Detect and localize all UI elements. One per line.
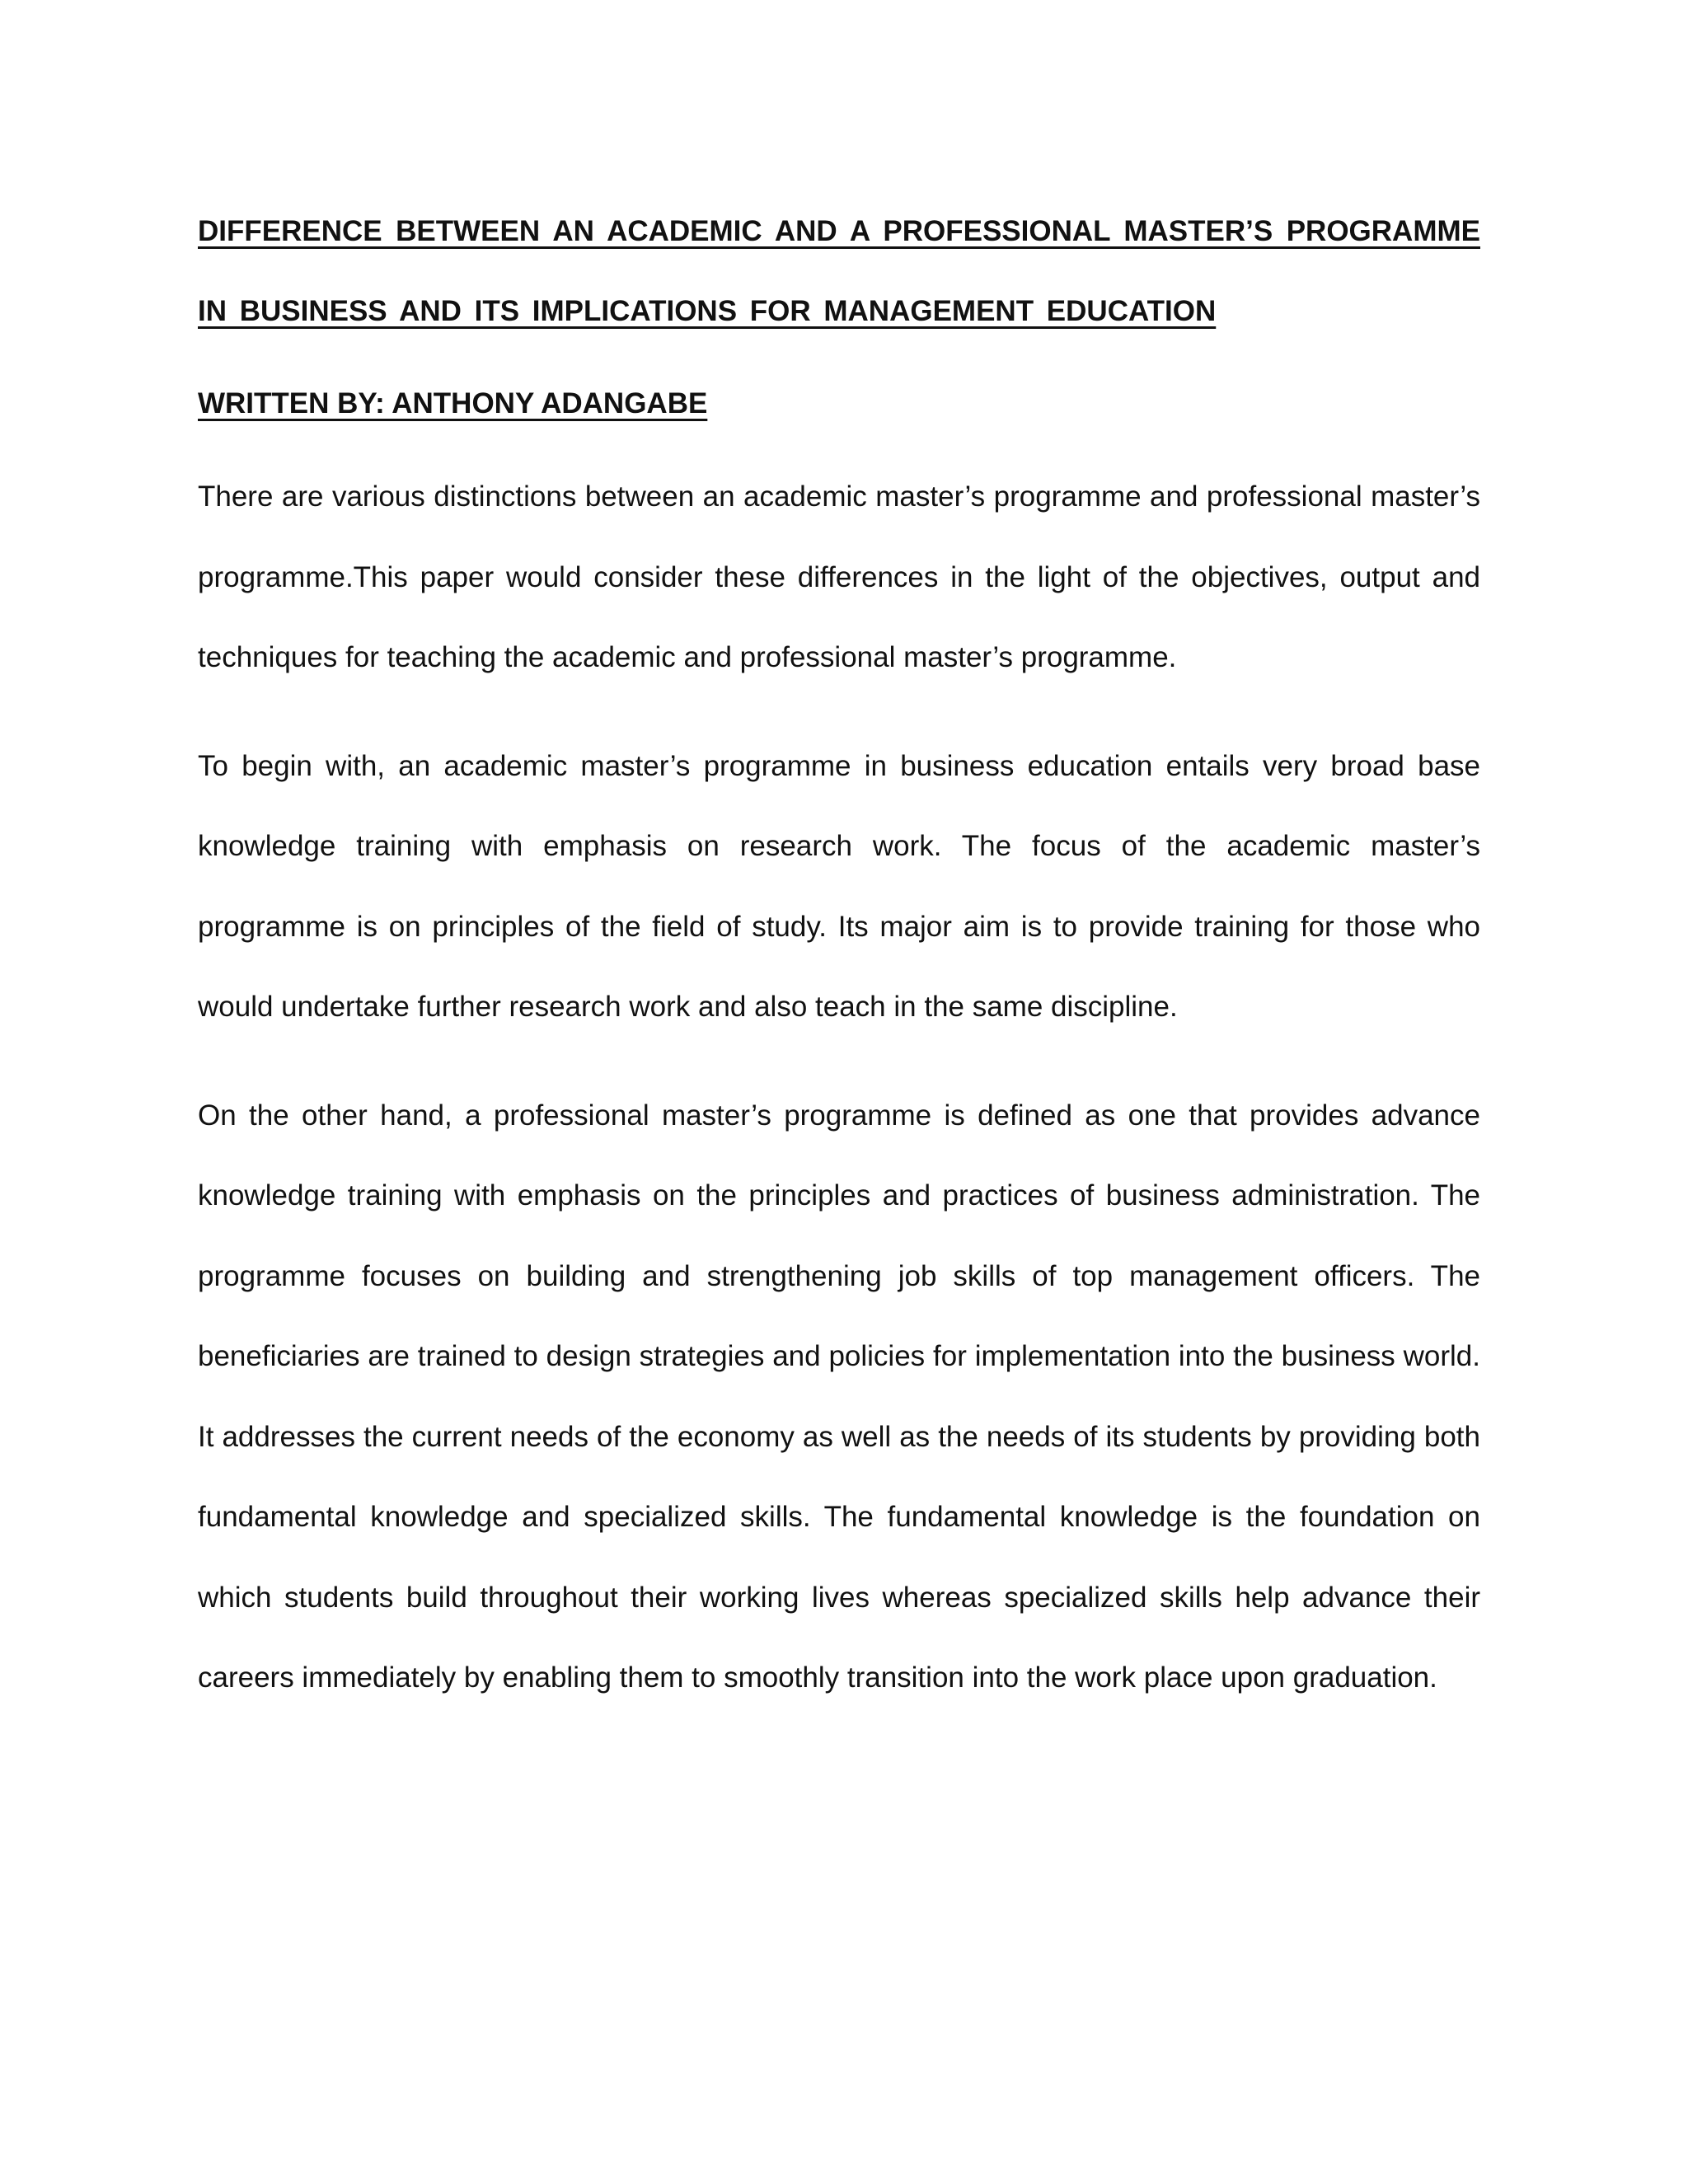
paragraph-professional-masters: On the other hand, a professional master’s programme is defined as one that provides advance knowledge training with emphasis on the principles and practices of business administration. The programme focuses on building and strengthening job skills of top management officers. The beneficiaries are trained to design strategies and policies for implementation into the business world. It addresses the current needs of the economy as well as the needs of its students by providing both fundamental knowledge and specialized skills. The fundamental knowledge is the foundation on which students build throughout their working lives whereas specialized skills help advance their careers immediately by enabling them to smoothly transition into the work place upon graduation.: [198, 1099, 1480, 1694]
author-byline: WRITTEN BY: ANTHONY ADANGABE: [198, 387, 708, 419]
paragraph-academic-masters: To begin with, an academic master’s programme in business education entails very broad base knowledge training with emphasis on research work. The focus of the academic master’s programme is on principles of the field of study. Its major aim is to provide training for those who would undertake further research work and also teach in the same discipline.: [198, 749, 1480, 1023]
paragraph-introduction: There are various distinctions between an academic master’s programme and professional master’s programme.This paper would consider these differences in the light of the objectives, output and techniques for teaching the academic and professional master’s programme.: [198, 480, 1480, 673]
document-body: [198, 191, 1480, 1718]
document-title: DIFFERENCE BETWEEN AN ACADEMIC AND A PROFESSIONAL MASTER’S PROGRAMME IN BUSINESS AND ITS IMPLICATIONS FOR MANAGEMENT EDUCATION: [198, 215, 1480, 327]
